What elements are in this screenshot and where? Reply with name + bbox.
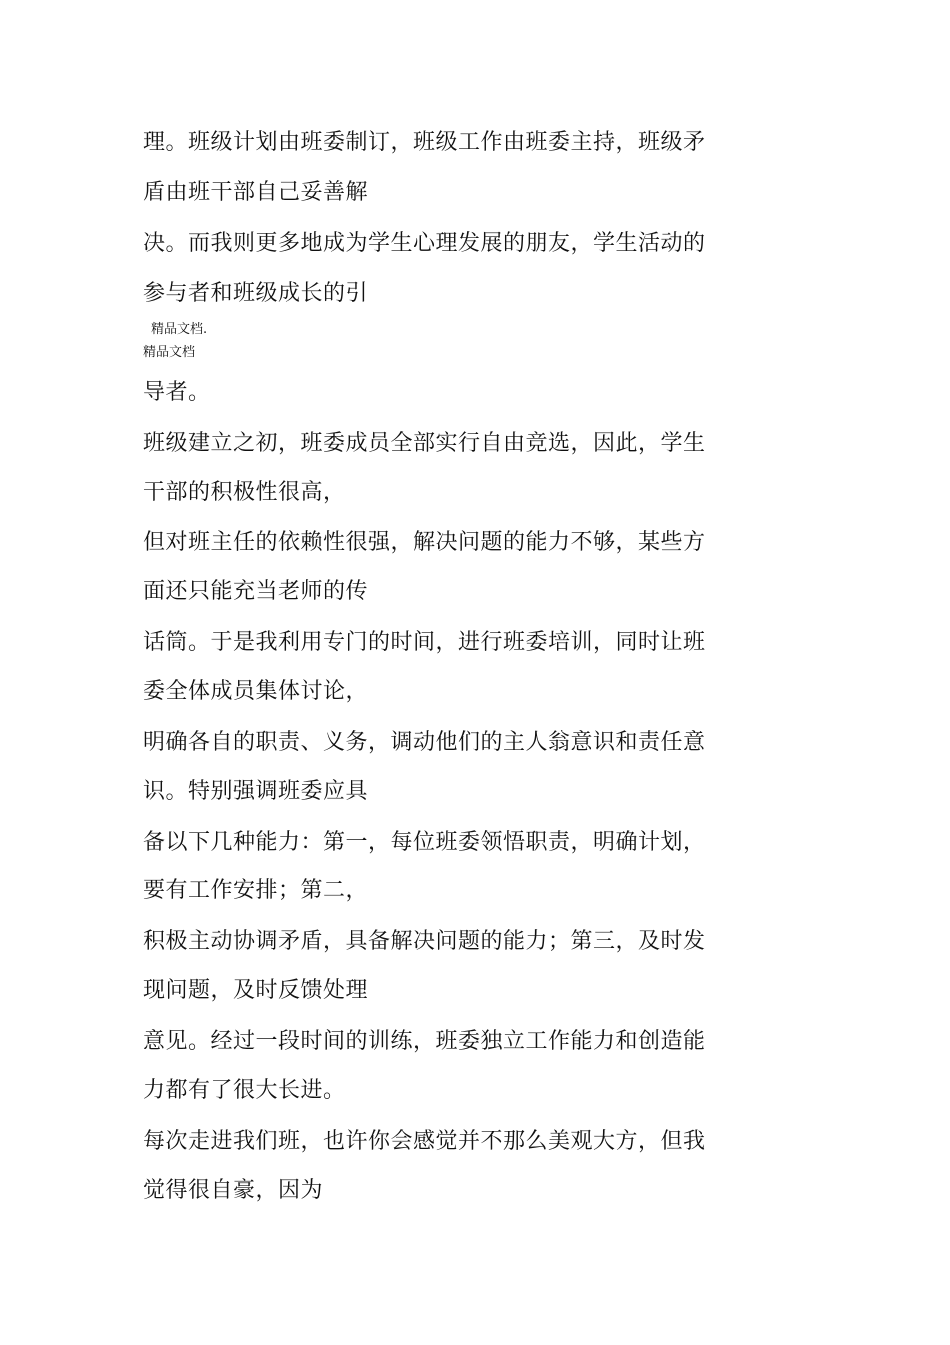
paragraph-5-line-2: 面还只能充当老师的传 bbox=[143, 579, 369, 604]
paragraph-8-line-2: 要有工作安排；第二， bbox=[143, 878, 369, 903]
paragraph-5-line-1: 但对班主任的依赖性很强，解决问题的能力不够，某些方 bbox=[143, 530, 706, 555]
paragraph-9-line-2: 现问题，及时反馈处理 bbox=[143, 978, 369, 1003]
paragraph-11-line-1: 每次走进我们班，也许你会感觉并不那么美观大方，但我 bbox=[143, 1129, 706, 1154]
paragraph-6-line-1: 话筒。于是我利用专门的时间，进行班委培训，同时让班 bbox=[143, 630, 706, 655]
paragraph-11-line-2: 觉得很自豪，因为 bbox=[143, 1178, 324, 1203]
paragraph-4-line-1: 班级建立之初，班委成员全部实行自由竞选，因此，学生 bbox=[143, 431, 706, 456]
paragraph-3-line-1: 导者。 bbox=[143, 380, 211, 405]
paragraph-10-line-2: 力都有了很大长进。 bbox=[143, 1078, 346, 1103]
paragraph-7-line-2: 识。特别强调班委应具 bbox=[143, 779, 369, 804]
paragraph-6-line-2: 委全体成员集体讨论， bbox=[143, 679, 369, 704]
paragraph-1-line-1: 理。班级计划由班委制订，班级工作由班委主持，班级矛 bbox=[143, 130, 706, 155]
watermark-text: 精品文档. bbox=[151, 322, 208, 337]
paragraph-7-line-1: 明确各自的职责、义务，调动他们的主人翁意识和责任意 bbox=[143, 730, 706, 755]
paragraph-1-line-2: 盾由班干部自己妥善解 bbox=[143, 180, 369, 205]
paragraph-8-line-1: 备以下几种能力：第一，每位班委领悟职责，明确计划， bbox=[143, 830, 706, 855]
paragraph-9-line-1: 积极主动协调矛盾，具备解决问题的能力；第三，及时发 bbox=[143, 929, 706, 954]
paragraph-10-line-1: 意见。经过一段时间的训练，班委独立工作能力和创造能 bbox=[143, 1029, 706, 1054]
paragraph-2-line-1: 决。而我则更多地成为学生心理发展的朋友，学生活动的 bbox=[143, 231, 706, 256]
paragraph-2-line-2: 参与者和班级成长的引 bbox=[143, 281, 369, 306]
paragraph-4-line-2: 干部的积极性很高， bbox=[143, 480, 346, 505]
watermark-text-secondary: 精品文档 bbox=[143, 345, 196, 360]
